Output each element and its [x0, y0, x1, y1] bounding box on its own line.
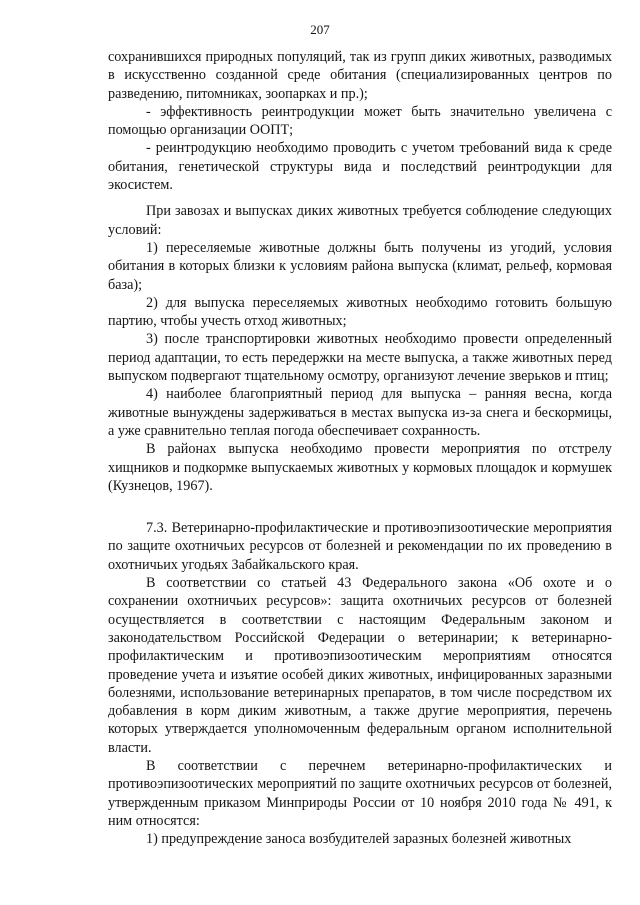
paragraph-order-491: В соответствии с перечнем ветеринарно-профилактических и противоэпизоотических мероприятий по защите охотничьих ресурсов от болезней, утвержденным приказом Минприроды России от 10 ноября 2010 года № 491, к ним относятся:: [108, 757, 612, 829]
paragraph-condition-4: 4) наиболее благоприятный период для выпуска – ранняя весна, когда животные вынуждены задерживаться в местах выпуска из-за снега и бескормицы, а уже сравнительно теплая погода обеспечивает сохранность.: [108, 386, 612, 439]
paragraph-continuation: сохранившихся природных популяций, так из групп диких животных, разводимых в искусственно созданной среде обитания (специализированных центров по разведению, питомниках, зоопарках и пр.);: [108, 49, 612, 102]
paragraph-predator-control: В районах выпуска необходимо провести мероприятия по отстрелу хищников и подкормке выпускаемых животных у кормовых площадок и кормушек (Кузнецов, 1967).: [108, 441, 612, 494]
paragraph-federal-law: В соответствии со статьей 43 Федерального закона «Об охоте и о сохранении охотничьих ресурсов»: защита охотничьих ресурсов от болезней осуществляется в соответствии с настоящим Федеральным законом и законодательством Российской Федерации о ветеринарии; к ветеринарно-профилактическим и противоэпизоотическим мероприятиям относятся проведение учета и изъятие особей диких животных, инфицированных заразными болезнями, использование ветеринарных препаратов, в том числе посредством их добавления в корм диким животным, а также другие мероприятия, перечень которых утверждается уполномоченным федеральным органом исполнительной власти.: [108, 575, 612, 756]
paragraph-bullet-oopt: - эффективность реинтродукции может быть значительно увеличена с помощью организации ООПТ;: [108, 103, 612, 139]
paragraph-bullet-reintroduction: - реинтродукцию необходимо проводить с учетом требований вида к среде обитания, генетической структуры вида и последствий реинтродукции для экосистем.: [108, 140, 612, 194]
paragraph-measure-1: 1) предупреждение заноса возбудителей заразных болезней животных: [146, 831, 572, 848]
paragraph-condition-2: 2) для выпуска переселяемых животных необходимо готовить большую партию, чтобы учесть отход животных;: [108, 294, 612, 330]
paragraph-condition-1: 1) переселяемые животные должны быть получены из угодий, условия обитания в которых близки к условиям района выпуска (климат, рельеф, кормовая база);: [108, 239, 612, 293]
paragraph-conditions-intro: При завозах и выпусках диких животных требуется соблюдение следующих условий:: [108, 203, 612, 238]
paragraph-condition-3: 3) после транспортировки животных необходимо провести определенный период адаптации, то есть передержки на месте выпуска, а также животных перед выпуском подвергают тщательному осмотру, организуют лечение зверьков и птиц;: [108, 331, 612, 385]
section-heading-7-3: 7.3. Ветеринарно-профилактические и противоэпизоотические мероприятия по защите охотничьих ресурсов от болезней и рекомендации по их проведению в охотничьих угодьях Забайкальского края.: [108, 520, 612, 573]
page-number: 207: [310, 22, 330, 37]
document-body: [108, 48, 612, 848]
